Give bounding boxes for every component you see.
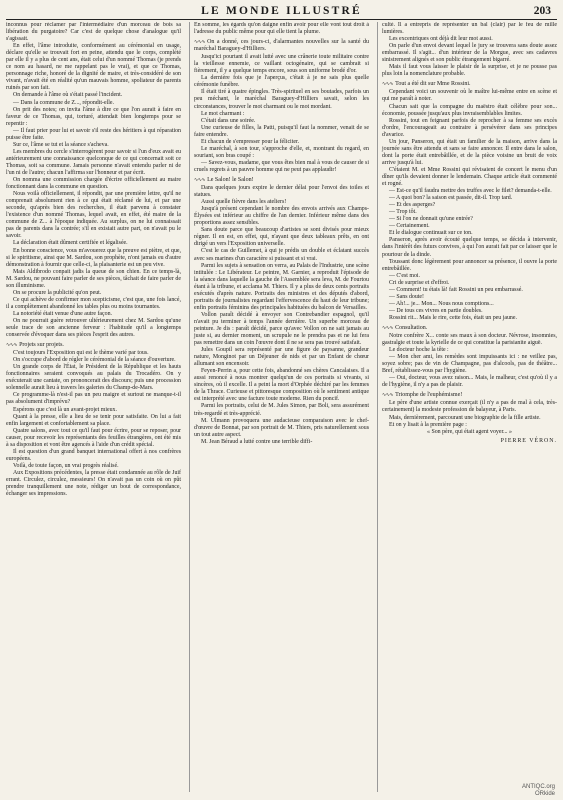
watermark-line-1: ANTIQC.org: [521, 784, 555, 790]
paragraph: Les membres du cercle s'interrogèrent pour savoir si l'un d'eux avait eu antérieurement une connaissance quelconque de ce qui concernait soit ce Thomas, soit sa commune. Jamais personne n'avait entendu parler ni de l'un ni de l'autre; chacun l'affirma sur l'honneur et par écrit.: [6, 148, 181, 176]
paragraph: — Sans doute!: [389, 293, 425, 300]
paragraph: On se procure la publicité qu'on peut.: [13, 289, 102, 296]
ornament-icon: ∿∿∿: [194, 40, 206, 46]
paragraph: Notre confrère X... conte ses maux à son docteur. Névrose, insomnies, gastralgie et toute la kyrielle de ce qui constitue la parisianite aiguë.: [382, 333, 557, 347]
paragraph: Mais il faut vous laisser le plaisir de la surprise, et je ne pousse pas plus loin la nomenclature probable.: [382, 64, 557, 78]
watermark-line-2: ORkide: [534, 791, 555, 797]
paragraph: Et le dialogue continuait sur ce ton.: [389, 230, 473, 237]
ornament-icon: ∿∿∿: [6, 343, 18, 349]
paragraph: Jules Goupil sera représenté par une figure de paysanne, grandeur nature, Monginot par un Déjeuner de nids et par un Enfant de chœur allumant son encensoir.: [194, 347, 369, 368]
paragraph: Espérons que c'est là un avant-projet mieux.: [13, 406, 117, 413]
section-heading: [382, 81, 557, 88]
author-signature: PIERRE VÉRON.: [500, 437, 557, 444]
paragraph: Et chacun de s'empresser pour la féliciter.: [201, 138, 300, 145]
paragraph: Dans quelques jours expire le dernier délai pour l'envoi des toiles et statues.: [194, 185, 369, 199]
paragraph: — Il faut prier pour lui et savoir s'il reste des héritiers à qui réparation puisse être faite.: [6, 127, 181, 141]
paragraph: M. Ulmann provoquera une audacieuse comparaison avec le chef-d'œuvre de Bonnat, par son portrait de M. Thiers, pris naturellement sous un tout autre aspect.: [194, 417, 369, 438]
paragraph: Feyen-Perrin a, pour cette fois, abandonné ses chères Cancalaises. Il a aussi renoncé à nous montrer quelqu'un de ces portraits si vivants, si sincères, où il excelle. Il a peint la mort d'Orphée déchiré par les femmes de la Thrace. Curieuse et pittoresque composition où le sentiment antique est interprété avec une facture toute moderne. Rien du poncif.: [194, 368, 369, 403]
section-heading: [382, 325, 557, 332]
paragraph: Sur ce, l'âme se tut et la séance s'acheva.: [13, 141, 109, 148]
paragraph: Voilà, de toute façon, un vrai progrès réalisé.: [13, 462, 119, 469]
paragraph: — Oui, docteur, vous avez raison... Mais, le malheur, c'est qu'où il y a de l'hygiène, il n'y a pas de plaisir.: [382, 375, 557, 389]
paragraph: La dernière fois que je l'aperçus, c'était à je ne sais plus quelle cérémonie funèbre.: [194, 75, 369, 89]
paragraph: Le docteur hoche la tête :: [389, 347, 449, 354]
paragraph: Quant à la presse, elle a lieu de se tenir pour satisfaite. On lui a fait enfin largement et confortablement sa place.: [6, 413, 181, 427]
section-heading-text: Le Salon! le Salon!: [207, 176, 254, 183]
ornament-icon: ∿∿∿: [194, 177, 206, 183]
paragraph: Mais, dernièrement, parcourant une biographie de la fille artiste.: [389, 414, 541, 421]
paragraph: La notoriété était venue d'une autre façon.: [13, 310, 113, 317]
paragraph: Il était tiré à quatre épingles. Très-spirituel en ses boutades, parfois un peu méchant, le maréchal Baraguey-d'Hilliers savait, selon les circonstances, trouver le mot charmant ou le mot mordant.: [194, 89, 369, 110]
paragraph: Toussant donc légèrement pour annoncer sa présence, il ouvre la porte entrebâillée.: [382, 258, 557, 272]
paragraph: Quatre salons, avec tout ce qu'il faut pour écrire, pour se reposer, pour causer, pour recevoir les représentants des feuilles étrangères, ont été mis à sa disposition et vont être agencés à l'aide d'un crédit spécial.: [6, 427, 181, 448]
paragraph: culté. Il a entrepris de représenter un bal (clair) par le feu de mille lumières.: [382, 22, 557, 36]
paragraph: C'est toujours l'Exposition qui est le thème varié par tous.: [13, 350, 149, 357]
ornament-icon: ∿∿∿: [382, 325, 394, 331]
paragraph: Les excentriques ont déjà dit leur mot aussi.: [389, 36, 493, 43]
paragraph: On parle d'un envoi devant lequel le jury se trouvera sans doute assez embarrassé. Il s'agit... d'un intérieur de la Morgue, avec ses cadavres sinistrement alignés et son public étrangement bigarré.: [382, 43, 557, 64]
paragraph: Nous voilà officiellement, il répondit, par une première lettre, qu'il ne comprenait absolument rien à ce qui était réclamé de lui, et par une seconde, qu'après bien des recherches, il était parvenu à constater l'existence d'un nommé Thomas, lequel avait, en effet, été maire de la commune de Z... à l'époque indiquée. Au surplus, on ne lui connaissait pas de parents dans la contrée; s'il en existait autre part, on n'avait pu le savoir.: [6, 191, 181, 240]
paragraph: — Trop tôt.: [389, 209, 417, 216]
paragraph: Mais Aldibrodo conpait jadis la queue de son chien. En ce temps-là, M. Sardou, ne pouvant faire parler de ses pièces, tâchait de faire parler de son illuminisme.: [6, 268, 181, 289]
section-heading-text: On a donné, ces jours-ci, d'alarmantes nouvelles sur la santé du maréchal Baraguey-d'Hilliers.: [194, 39, 369, 53]
paragraph: — Certainement.: [389, 223, 430, 230]
paragraph: En bonne conscience, vous m'avouerez que la preuve est piètre, et que, si le spiritisme, ainsi que M. Sardou, son prophète, n'ont jamais eu d'autre démonstration à fournir que celle-ci, la plaisanterie est un peu vive.: [6, 247, 181, 268]
paragraph: Rossini, tout en feignant parfois de reprocher à sa femme ses excès d'ordre, l'encourageait au contraire à persévérer dans ses principes d'avarice.: [382, 117, 557, 138]
paragraph: « Son père, qui était agent voyer... »: [427, 428, 512, 435]
ornament-icon: ∿∿∿: [382, 393, 394, 399]
paragraph: Chacun sait que la compagne du maëstro était célèbre pour son... économie, poussée jusqu'aux plus invraisemblables limites.: [382, 103, 557, 117]
paragraph: Un jour, Panseron, qui était un familier de la maison, arrive dans la journée sans être attendu et sans se faire annoncer. Il entre dans le salon, dont la porte était entrebâillée, et de la pièce voisine un bruit de voix arrive jusqu'à lui.: [382, 138, 557, 166]
paragraph: Parmi les sujets à sensation on verra, au Palais de l'Industrie, une scène intitulée : Le Libérateur. Le peintre, M. Garnier, a reproduit l'épisode de la séance dans laquelle la gauche de l'Assemblée sera leva, M. de Fourtou étant à la tribune, et acclama M. Thiers. Il y a plus de deux cents portraits exécutés d'après nature. Portraits des ministres et des députés d'abord, portraits de journalistes regardant l'effervescence du haut de leur tribune; enfin portraits féminins des principales habituées du balcon de Versailles.: [194, 262, 369, 311]
paragraph: — De tous ces vivres en partie doubles.: [389, 307, 483, 314]
paragraph: La déclaration était dûment certifiée et légalisée.: [13, 240, 128, 247]
paragraph: On demande à l'âme où s'était passé l'incident.: [13, 92, 123, 99]
paragraph: Panseron, après avoir écouté quelque temps, se décida à intervenir, dans l'intérêt des futurs convives, à qui l'on aurait fait par ce laisser que le pourtour de la dinde.: [382, 237, 557, 258]
paragraph: Sans doute parce que beaucoup d'artistes se sont divisés pour mieux régner. Il en est, en effet, qui, n'ayant que deux tableaux prêts, en ont dirigé un vers l'Exposition universelle.: [194, 227, 369, 248]
ornament-icon: ∿∿∿: [382, 82, 394, 88]
paragraph: C'étaient M. et Mme Rossini qui révisaient de concert le menu d'un dîner qu'ils devaient donner le lendemain. Chaque article était commenté et rogné.: [382, 166, 557, 188]
paragraph: Et on y lisait à la première page :: [389, 421, 467, 428]
page-header: [0, 0, 563, 22]
paragraph: Jusqu'ici pourtant il avait lutté avec une crânerie toute militaire contre la vieillesse ennemie, ce vaillant octogénaire, qui se cambrait si fièrement, il y a quelque temps encore, sous son uniforme brodé d'or.: [194, 54, 369, 75]
paragraph: On s'occupe d'abord de régler le cérémonial de la séance d'ouverture.: [13, 357, 176, 364]
section-heading: [382, 392, 557, 399]
paragraph: inconnus pour réclamer par l'intermédiaire d'un morceau de bois sa libération du purgatoire? Car c'est de quelque chose d'analogue qu'il s'agissait.: [6, 22, 181, 43]
paragraph: Le mot charmant :: [201, 110, 245, 117]
paragraph: — Et des asperges?: [389, 202, 436, 209]
paragraph: — Si l'on ne donnait qu'une entrée?: [389, 216, 473, 223]
paragraph: — Est-ce qu'il faudra mettre des truffes avec le filet? demanda-t-elle.: [389, 188, 552, 195]
paragraph: En somme, les égards qu'on daigne enfin avoir pour elle vont tout droit à l'adresse du public même pour qui elle tient la plume.: [194, 22, 369, 36]
paragraph: C'est le cas de Guillemet, à qui je prédis un double et éclatant succès avec ses marines d'un caractère si puissant et si vrai.: [194, 248, 369, 262]
paragraph: Aux Expositions précédentes, la presse était condamnée au rôle de Juif errant. Circulez, circulez, messieurs! On n'avait pas un coin où on pût prendre tranquillement une note, rédiger un bout de correspondance, échanger ses impressions.: [6, 469, 181, 498]
section-heading-text: Tout a été dit sur Mme Rossini.: [395, 81, 471, 88]
paragraph: Un grande corps de l'État, le Président de la République et les hauts fonctionnaires seraient convoqués au palais du Trocadéro. On y exécuterait une cantate, on prononcerait des discours; puis une procession solennelle aurait lieu à travers les galeries du Champ-de-Mars.: [6, 364, 181, 392]
paragraph: — A quoi bon? la saison est passée, dit-il. Trop tard.: [389, 195, 513, 202]
section-heading-text: Projets sur projets.: [19, 342, 64, 349]
paragraph: Parmi les portraits, celui de M. Jules Simon, par Boli, sera assurément très-regardé et très-apprécié.: [194, 403, 369, 417]
paragraph: Il est question d'un grand banquet international offert à nos confrères européens.: [6, 448, 181, 462]
column-2: [189, 22, 369, 792]
section-heading-text: Consultation.: [395, 324, 428, 331]
section-heading-text: Triomphe de l'euphémisme!: [395, 392, 463, 399]
paragraph: Ce qui achève de confirmer mon scepticisme, c'est que, une fois lancé, il a complètement abandonné les tables plus ou moins tournantes.: [6, 296, 181, 310]
paragraph: — Savez-vous, madame, que vous êtes bien mal à vous de causer de si cruels regrets à un pauvre homme qui ne peut pas applaudir!: [194, 159, 369, 173]
paragraph: — C'est moi.: [389, 272, 421, 279]
paragraph: C'était dans une soirée.: [201, 117, 256, 124]
paragraph: — Ah!... je... Mon... Nous nous comptions...: [389, 300, 494, 307]
paragraph: M. Jean Béraud a lutté contre une terrible diffi-: [201, 438, 313, 445]
paragraph: Jusqu'à présent cependant le nombre des envois arrivés aux Champs-Élysées est inférieur au chiffre de l'an dernier. Inférieur même dans des proportions assez sensibles.: [194, 206, 369, 227]
section-heading: [6, 342, 181, 349]
page-number: 203: [533, 5, 551, 17]
paragraph: Une curieuse de filles, la Patti, puisqu'il faut la nommer, venait de se faire entendre.: [194, 124, 369, 138]
paragraph: — Dans la commune de Z..., répondit-elle.: [13, 99, 114, 106]
paragraph: On prit des notes; on invita l'âme à dire ce que l'on aurait à faire en faveur de ce Thomas, qui, torturé, attendait bien longtemps pour se repentir :: [6, 106, 181, 127]
header-rule: [6, 19, 557, 20]
paragraph: Rossini rit... Mais le rire, cette fois, était un peu jaune.: [389, 314, 517, 321]
section-heading: [194, 39, 369, 53]
paragraph: Aussi quelle fièvre dans les ateliers!: [201, 199, 287, 206]
article-columns: [6, 22, 557, 792]
column-3: [377, 22, 557, 792]
newspaper-title: LE MONDE ILLUSTRÉ: [201, 5, 362, 17]
watermark: [522, 784, 555, 798]
paragraph: Vollon paraît décidé à envoyer son Contrebandier espagnol, qu'il n'avait pu terminer à temps l'année dernière. Un superbe morceau de peinture. Je dis : paraît décidé, parce qu'avec Vollon on ne sait jamais au juste si, au dernier moment, un scrupule ne le prendra pas et ne lui fera pas remettre dans un coin l'œuvre dont il ne se sera pas trouvé satisfait.: [194, 311, 369, 347]
paragraph: Ce programme-là n'est-il pas un peu maigre et surtout ne manque-t-il pas absolument d'imprévu?: [6, 392, 181, 406]
paragraph: Le père d'une artiste connue exerçait (il n'y a pas de mal à cela, très-certainement) la modeste profession de balayeur, à Paris.: [382, 400, 557, 414]
section-heading: [194, 177, 369, 184]
paragraph: Le maréchal, à son tour, s'approche d'elle, et, montrant du regard, en souriant, son bras coupé :: [194, 145, 369, 159]
paragraph: Cri de surprise et d'effroi.: [389, 279, 450, 286]
paragraph: On nomma une commission chargée d'écrire officiellement au maire fonctionnant dans la commune en question.: [6, 177, 181, 191]
paragraph: On ne pourrait guère retrouver ultérieurement chez M. Sardou qu'une seule trace de son ancienne ferveur : l'habitude qu'il a longtemps conservée d'évoquer dans ses pièces l'esprit des autres.: [6, 317, 181, 339]
paragraph: Cependant voici un souvenir où le maître lui-même entre en scène et qui me paraît à noter.: [382, 89, 557, 103]
paragraph: En effet, l'âme introduite, conformément au cérémonial en usage, déclare qu'elle se trouvait fort en peine, attendu que le corps, complété par elle il y a plus de cent ans, était celui d'un nommé Thomas (je prends ce nom au hasard, ne me rappelant pas le vrai), et que ce Thomas, personnage riche, honoré de la dignité de maire, et très-considéré de son vivant, n'avait été en réalité qu'un mauvais homme, spoliateur de parents ruinés par son fait.: [6, 43, 181, 92]
paragraph: — Mon cher ami, les remèdes sont impuissants ici : ne veillez pas, soyez sobre; pas de vin de Champagne, pas d'alcools, pas de théâtre... Bref, rétablissez-vous par l'hygiène.: [382, 354, 557, 375]
column-1: [6, 22, 181, 792]
paragraph: — Comment! tu étais là! fait Rossini un peu embarrassé.: [389, 286, 523, 293]
